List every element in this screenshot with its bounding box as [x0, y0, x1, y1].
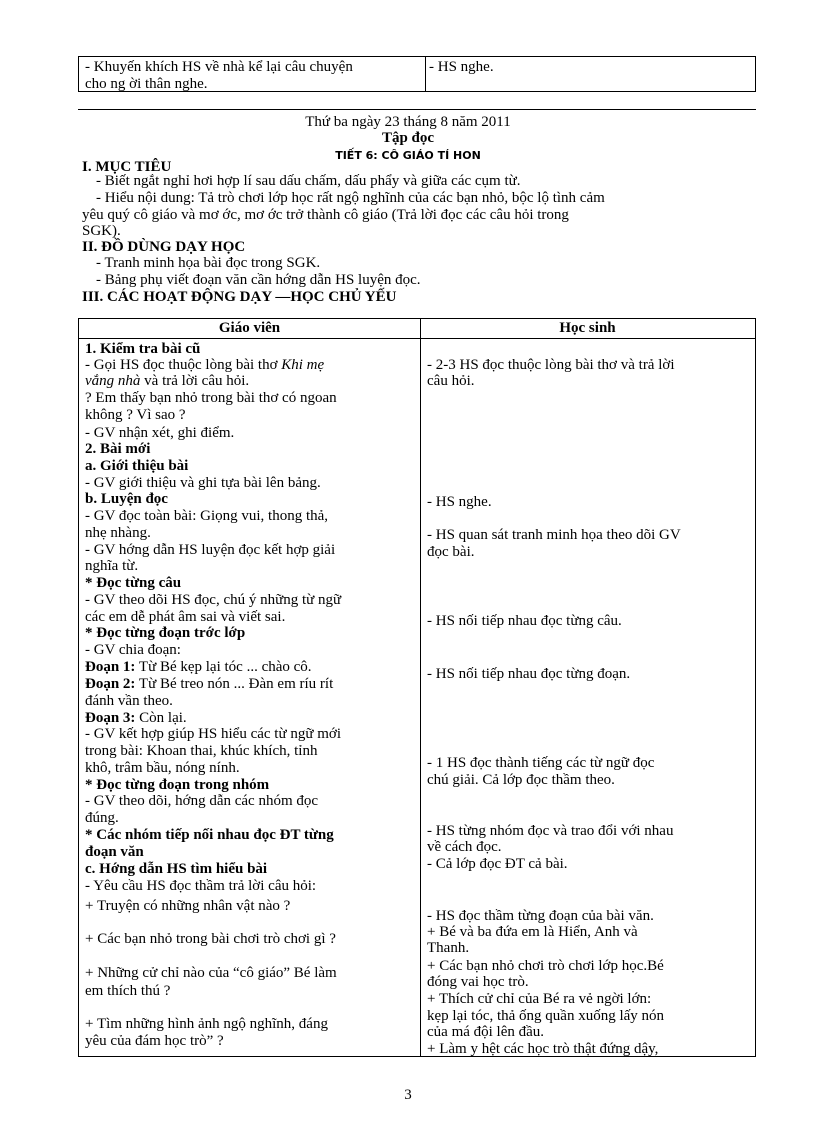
- teacher-line: ? Em thấy bạn nhỏ trong bài thơ có ngoan: [85, 390, 337, 406]
- teacher-line: + Truyện có những nhân vật nào ?: [85, 898, 291, 914]
- section-2-title: II. ĐỒ DÙNG DẠY HỌC: [82, 239, 246, 255]
- teacher-line: * Các nhóm tiếp nối nhau đọc ĐT từng: [85, 827, 334, 843]
- objective-line-1: - Biết ngắt nghỉ hơi hợp lí sau dấu chấm, dấu phẩy và giữa các cụm từ.: [96, 173, 521, 189]
- teacher-line: đúng.: [85, 810, 119, 826]
- student-line: - HS nghe.: [427, 494, 492, 510]
- teacher-text: - Gọi HS đọc thuộc lòng bài thơ: [85, 357, 282, 373]
- teacher-text: Còn lại.: [135, 710, 187, 726]
- objective-line-3: yêu quý cô giáo và mơ ớc, mơ ớc trở thành cô giáo (Trả lời đọc các câu hỏi trong: [82, 207, 569, 223]
- header-divider: [79, 338, 755, 339]
- top-left-line-1: - Khuyến khích HS về nhà kể lại câu chuyện: [85, 59, 353, 75]
- poem-title: Khi mẹ: [281, 357, 325, 373]
- passage-label: Đoạn 2:: [85, 676, 136, 692]
- teacher-line: * Đọc từng câu: [85, 575, 182, 591]
- student-line: - HS quan sát tranh minh họa theo dõi GV: [427, 527, 681, 543]
- materials-line-1: - Tranh minh họa bài đọc trong SGK.: [96, 255, 321, 271]
- activities-table: [78, 318, 756, 1057]
- top-left-line-2: cho ng ời thân nghe.: [85, 76, 208, 92]
- passage-label: Đoạn 3:: [85, 710, 136, 726]
- student-line: - 1 HS đọc thành tiếng các từ ngữ đọc: [427, 755, 655, 771]
- teacher-line: [85, 659, 415, 675]
- student-line: - HS nối tiếp nhau đọc từng câu.: [427, 613, 622, 629]
- teacher-line: - GV kết hợp giúp HS hiểu các từ ngữ mới: [85, 726, 341, 742]
- teacher-line: yêu của đám học trò” ?: [85, 1033, 224, 1049]
- student-line: Thanh.: [427, 940, 470, 956]
- teacher-line: - GV theo dõi, hớng dẫn các nhóm đọc: [85, 793, 319, 809]
- teacher-line: b. Luyện đọc: [85, 491, 168, 507]
- student-line: của má đội lên đầu.: [427, 1024, 545, 1040]
- teacher-line: 2. Bài mới: [85, 441, 151, 457]
- passage-label: Đoạn 1:: [85, 659, 136, 675]
- teacher-line: + Tìm những hình ảnh ngộ nghĩnh, đáng: [85, 1016, 328, 1032]
- teacher-line: đánh vần theo.: [85, 693, 173, 709]
- student-line: kẹp lại tóc, thả ống quần xuống lấy nón: [427, 1008, 665, 1024]
- teacher-line: - GV chia đoạn:: [85, 642, 181, 658]
- teacher-line: - Yêu cầu HS đọc thầm trả lời câu hỏi:: [85, 878, 317, 894]
- teacher-line: - GV theo dõi HS đọc, chú ý những từ ngữ: [85, 592, 342, 608]
- teacher-line: - GV giới thiệu và ghi tựa bài lên bảng.: [85, 475, 321, 491]
- teacher-line: em thích thú ?: [85, 983, 171, 999]
- student-line: về cách đọc.: [427, 839, 502, 855]
- teacher-line: nghĩa từ.: [85, 558, 139, 574]
- teacher-line: [85, 676, 415, 692]
- teacher-line: trong bài: Khoan thai, khúc khích, tỉnh: [85, 743, 318, 759]
- student-line: + Các bạn nhỏ chơi trò chơi lớp học.Bé: [427, 958, 664, 974]
- column-divider: [420, 319, 421, 1056]
- materials-line-2: - Bảng phụ viết đoạn văn cần hớng dẫn HS luyện đọc.: [96, 272, 421, 288]
- teacher-line: [85, 373, 415, 389]
- teacher-text: Từ Bé kẹp lại tóc ... chào cô.: [135, 659, 312, 675]
- student-line: - HS nối tiếp nhau đọc từng đoạn.: [427, 666, 631, 682]
- teacher-line: nhẹ nhàng.: [85, 525, 151, 541]
- student-line: đọc bài.: [427, 544, 475, 560]
- student-line: - HS từng nhóm đọc và trao đổi với nhau: [427, 823, 674, 839]
- poem-title: vắng nhà: [85, 373, 141, 389]
- teacher-line: không ? Vì sao ?: [85, 407, 186, 423]
- objective-line-2: - Hiểu nội dung: Tả trò chơi lớp học rất ngộ nghĩnh của các bạn nhỏ, bộc lộ tình cảm: [96, 190, 605, 206]
- student-line: đóng vai học trò.: [427, 974, 529, 990]
- teacher-line: + Những cử chỉ nào của “cô giáo” Bé làm: [85, 965, 337, 981]
- teacher-line: - GV nhận xét, ghi điểm.: [85, 425, 235, 441]
- student-line: - 2-3 HS đọc thuộc lòng bài thơ và trả lời: [427, 357, 675, 373]
- student-line: + Thích cử chỉ của Bé ra vẻ ngời lớn:: [427, 991, 652, 1007]
- teacher-line: - GV đọc toàn bài: Giọng vui, thong thả,: [85, 508, 329, 524]
- teacher-line: [85, 710, 415, 726]
- top-table-right-cell: - HS nghe.: [429, 59, 494, 75]
- student-line: câu hỏi.: [427, 373, 475, 389]
- teacher-text: Từ Bé treo nón ... Đàn em ríu rít: [135, 676, 334, 692]
- teacher-line: c. Hớng dẫn HS tìm hiểu bài: [85, 861, 268, 877]
- lesson-title: TIẾT 6: CÔ GIÁO TÍ HON: [335, 149, 481, 162]
- teacher-line: a. Giới thiệu bài: [85, 458, 189, 474]
- top-table-divider: [425, 57, 426, 91]
- student-line: - Cả lớp đọc ĐT cả bài.: [427, 856, 568, 872]
- teacher-line: * Đọc từng đoạn trớc lớp: [85, 625, 246, 641]
- section-3-title: III. CÁC HOẠT ĐỘNG DẠY —HỌC CHỦ YẾU: [82, 289, 397, 305]
- page-number: 3: [404, 1087, 412, 1103]
- teacher-line: * Đọc từng đoạn trong nhóm: [85, 777, 270, 793]
- subject-title: Tập đọc: [381, 130, 435, 146]
- lesson-date: Thứ ba ngày 23 tháng 8 năm 2011: [305, 114, 511, 130]
- teacher-line: khô, trâm bầu, nóng nính.: [85, 760, 240, 776]
- teacher-text: và trả lời câu hỏi.: [140, 373, 250, 389]
- teacher-line: 1. Kiểm tra bài cũ: [85, 341, 201, 357]
- student-line: - HS đọc thầm từng đoạn của bài văn.: [427, 908, 654, 924]
- teacher-column-header: Giáo viên: [218, 320, 281, 336]
- top-table-left-cell: [85, 59, 425, 93]
- top-table: [78, 56, 756, 92]
- section-1-title: I. MỤC TIÊU: [82, 159, 172, 175]
- horizontal-rule: [78, 109, 756, 110]
- teacher-line: các em dễ phát âm sai và viết sai.: [85, 609, 286, 625]
- student-line: + Bé và ba đứa em là Hiển, Anh và: [427, 924, 638, 940]
- teacher-line: [85, 357, 415, 373]
- student-column-header: Học sinh: [559, 320, 616, 336]
- teacher-line: đoạn văn: [85, 844, 144, 860]
- objective-line-4: SGK).: [82, 223, 121, 239]
- teacher-line: - GV hớng dẫn HS luyện đọc kết hợp giải: [85, 542, 336, 558]
- student-line: chú giải. Cả lớp đọc thầm theo.: [427, 772, 615, 788]
- student-line: + Làm y hệt các học trò thật đứng dậy,: [427, 1041, 659, 1057]
- teacher-line: + Các bạn nhỏ trong bài chơi trò chơi gì ?: [85, 931, 336, 947]
